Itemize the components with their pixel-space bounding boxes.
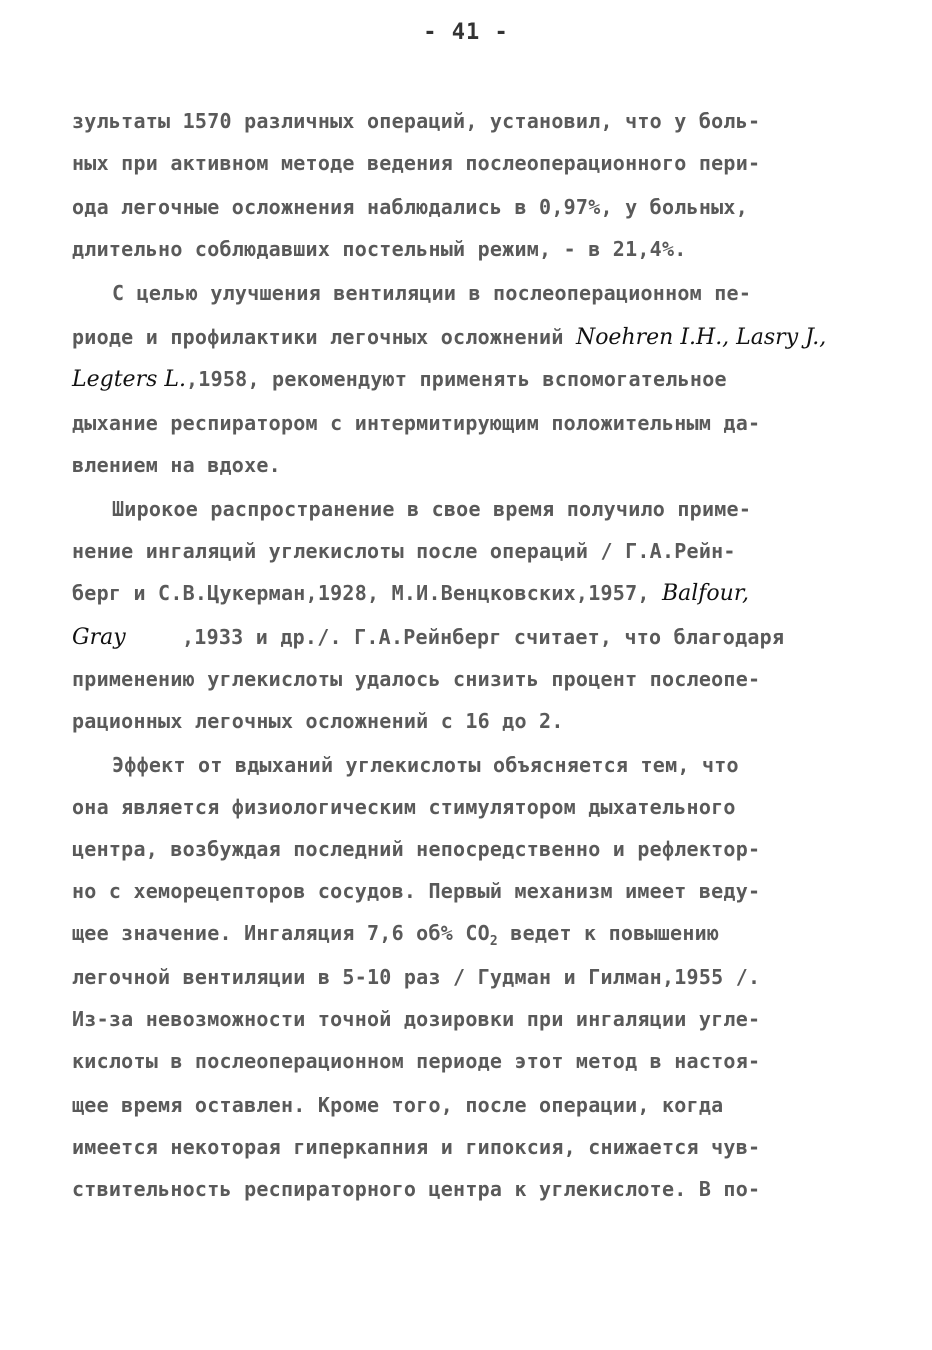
text-line: она является физиологическим стимулятором дыхательного [72,795,736,819]
handwritten-citation: Legters L. [72,367,186,392]
text-line: нение ингаляций углекислоты после операций / Г.А.Рейн- [72,539,736,563]
text-line: берг и С.В.Цукерман,1928, М.И.Венцковских,1957, Balfour, [72,581,749,606]
text-line: но с хеморецепторов сосудов. Первый механизм имеет веду- [72,879,761,903]
text-line: Из-за невозможности точной дозировки при ингаляции угле- [72,1007,761,1031]
text-line: применению углекислоты удалось снизить процент послеопе- [72,667,761,691]
text-line: риоде и профилактики легочных осложнений Noehren I.H., Lasry J., [72,325,827,350]
text-line: дыхание респиратором с интермитирующим положительным да- [72,411,761,435]
text-line: центра, возбуждая последний непосредственно и рефлектор- [72,837,761,861]
handwritten-citation: Noehren I.H., Lasry J., [575,325,827,350]
text-line: ствительность респираторного центра к углекислоте. В по- [72,1177,761,1201]
text-line: Gray ,1933 и др./. Г.А.Рейнберг считает, что благодаря [72,620,862,654]
text-line: имеется некоторая гиперкапния и гипоксия, снижается чув- [72,1135,761,1159]
handwritten-citation: Gray [72,625,126,650]
text-line: С целью улучшения вентиляции в послеоперационном пе- [112,281,752,305]
text-line: ода легочные осложнения наблюдались в 0,97%, у больных, [72,195,749,219]
text-line: щее значение. Ингаляция 7,6 об% $CO_2$ ведет к повышению [72,921,720,949]
text-line: ных при активном методе ведения послеоперационного пери- [72,151,761,175]
text-line: легочной вентиляции в 5-10 раз / Гудман и Гилман,1955 /. [72,965,761,989]
text-line: щее время оставлен. Кроме того, после операции, когда [72,1093,724,1117]
text-line: Legters L.,1958, рекомендуют применять вспомогательное [72,367,727,392]
text-line: кислоты в послеоперационном периоде этот метод в настоя- [72,1049,761,1073]
text-line: влением на вдохе. [72,453,281,477]
text-line: рационных легочных осложнений с 16 до 2. [72,709,564,733]
text-line: Эффект от вдыханий углекислоты объясняется тем, что [112,753,739,777]
page-number: - 41 - [423,20,509,45]
handwritten-citation: Balfour, [661,581,749,606]
text-line: зультаты 1570 различных операций, установил, что у боль- [72,109,761,133]
text-line: длительно соблюдавших постельный режим, - в 21,4%. [72,237,687,261]
text-line: Широкое распространение в свое время получило приме- [112,497,752,521]
